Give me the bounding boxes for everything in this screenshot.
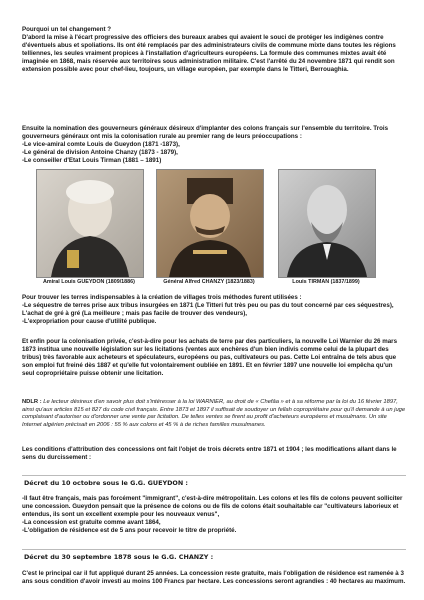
portrait-chanzy xyxy=(156,169,264,278)
intro-paragraph: D'abord la mise à l'écart progressive des officiers des bureaux arabes qui avaient le souci de protéger les indigènes contre d'éventuels abus et spoliations. Ils ont été remplacés par des administrateurs civils de commune mixte dans toutes les régions telliennes, les seules vraiment propices à l'installation d'agriculteurs européens. La formule des communes mixtes avait été imaginée en 1868, mais réservée aux territoires sous administration militaire. C'est l'arrêté du 24 novembre 1871 qui rendit son extension possible avec pour chef-lieu, toujours, un village européen, par exemple dans le Titteri, Berrouaghia. xyxy=(22,33,396,73)
governor-item-tirman: -Le conseiller d'Etat Louis Tirman (1881 – 1891) xyxy=(22,156,162,164)
decree-chanzy-heading: Décret du 30 septembre 1878 sous le G.G. CHANZY : xyxy=(24,553,214,561)
portrait-tirman xyxy=(278,169,376,278)
warnier-section xyxy=(22,338,406,378)
methods-section xyxy=(22,294,406,326)
editor-note-label: NDLR : xyxy=(22,399,42,405)
method-sequestre: -Le séquestre de terres prise aux tribus insurgées en 1871 (Le Titteri fut très peu ou pas du tout concerné par ces séquestres), xyxy=(22,301,394,309)
gueydon-condition-1: -Il faut être français, mais pas forcément "immigrant", c'est-à-dire métropolitain. Les colons et les fils de colons peuvent solliciter une concession. Gueydon pensait que la présence de colons ou de fils de colons était souhaitable car "cultivateurs laborieux et entendus, ils sont un excellent exemple pour les nouveaux venus", xyxy=(22,495,403,518)
caption-chanzy: Général Alfred CHANZY (1823/1883) xyxy=(163,279,255,285)
conditions-paragraph: Les conditions d'attribution des concessions ont fait l'objet de trois décrets entre 1871 et 1904 ; les modifications allant dans le sens du durcissement : xyxy=(22,446,397,461)
method-expropriation: -L'expropriation pour cause d'utilité publique. xyxy=(22,317,157,325)
warnier-paragraph: Et enfin pour la colonisation privée, c'est-à-dire pour les achats de terre par des particuliers, la nouvelle Loi Warnier du 26 mars 1873 institua une nouvelle législation sur les licitations (ventes aux enchères d'un bien indivis comme celui de la plupart des tribus) très favorable aux acheteurs et spéculateurs, européens ou pas, cultivateurs ou pas. Cette Loi entraîna de tels abus que son emploi fut freiné dès 1887 et qu'elle fut volontairement oubliée en 1891. Et en février 1897 une nouvelle loi empêcha qu'un seul copropriétaire puisse obtenir une licitation. xyxy=(22,338,398,377)
method-achat: L'achat de gré à gré (La meilleure ; mais pas facile de trouver des vendeurs), xyxy=(22,309,247,317)
gueydon-condition-2: -La concession est gratuite comme avant 1864, xyxy=(22,518,161,526)
intro-section xyxy=(22,26,406,73)
portraits-row xyxy=(22,169,406,289)
caption-tirman: Louis TIRMAN (1837/1899) xyxy=(292,279,360,285)
governors-section xyxy=(22,125,406,165)
portrait-gueydon xyxy=(36,169,144,278)
methods-intro: Pour trouver les terres indispensables à la création de villages trois méthodes furent utilisées : xyxy=(22,294,302,301)
decree-gueydon-section xyxy=(22,495,406,535)
editor-note-text: Le lecteur désireux d'en savoir plus doit s'intéresser à la loi WARNIER, au droit de « Chefâa » et à sa réforme par la loi du 16 février 1897, ainsi qu'aux articles 815 et 827 du code civil français. Entre 1873 et 1897 il suffisait de soudoyer un fellah copropriétaire pour qu'il demande à un juge complaisant d'autoriser ou d'ordonner une vente par licitation. De telles ventes se firent au profit d'acheteurs européens et musulmans. Un site Internet algérien précisait en 2006 : 55 % aux colons et 45 % à de riches familles musulmanes. xyxy=(22,399,406,428)
intro-question: Pourquoi un tel changement ? xyxy=(22,26,112,33)
governor-item-gueydon: -Le vice-amiral comte Louis de Gueydon (1871 -1873), xyxy=(22,140,180,148)
editor-note xyxy=(22,399,406,429)
chanzy-paragraph: C'est le principal car il fut appliqué durant 25 années. La concession reste gratuite, mais l'obligation de résidence est ramenée à 3 ans sous condition d'avoir investi au moins 100 Francs par hectare. Les concessions seront agrandies : 40 hectares au maximum. xyxy=(22,570,406,585)
decree-chanzy-section xyxy=(22,570,406,586)
decree-gueydon-heading: Décret du 10 octobre sous le G.G. GUEYDON : xyxy=(24,479,188,487)
divider xyxy=(22,475,406,476)
conditions-section xyxy=(22,446,406,462)
gueydon-condition-3: -L'obligation de résidence est de 5 ans pour recevoir le titre de propriété. xyxy=(22,526,237,534)
divider xyxy=(22,549,406,550)
caption-gueydon: Amiral Louis GUEYDON (1809/1886) xyxy=(43,279,135,285)
governors-intro: Ensuite la nomination des gouverneurs généraux désireux d'implanter des colons français sur l'ensemble du territoire. Trois gouverneurs généraux ont mis la colonisation rurale au premier rang de leurs préoccupations : xyxy=(22,125,389,140)
governor-item-chanzy: -Le général de division Antoine Chanzy (1873 - 1879), xyxy=(22,148,178,156)
